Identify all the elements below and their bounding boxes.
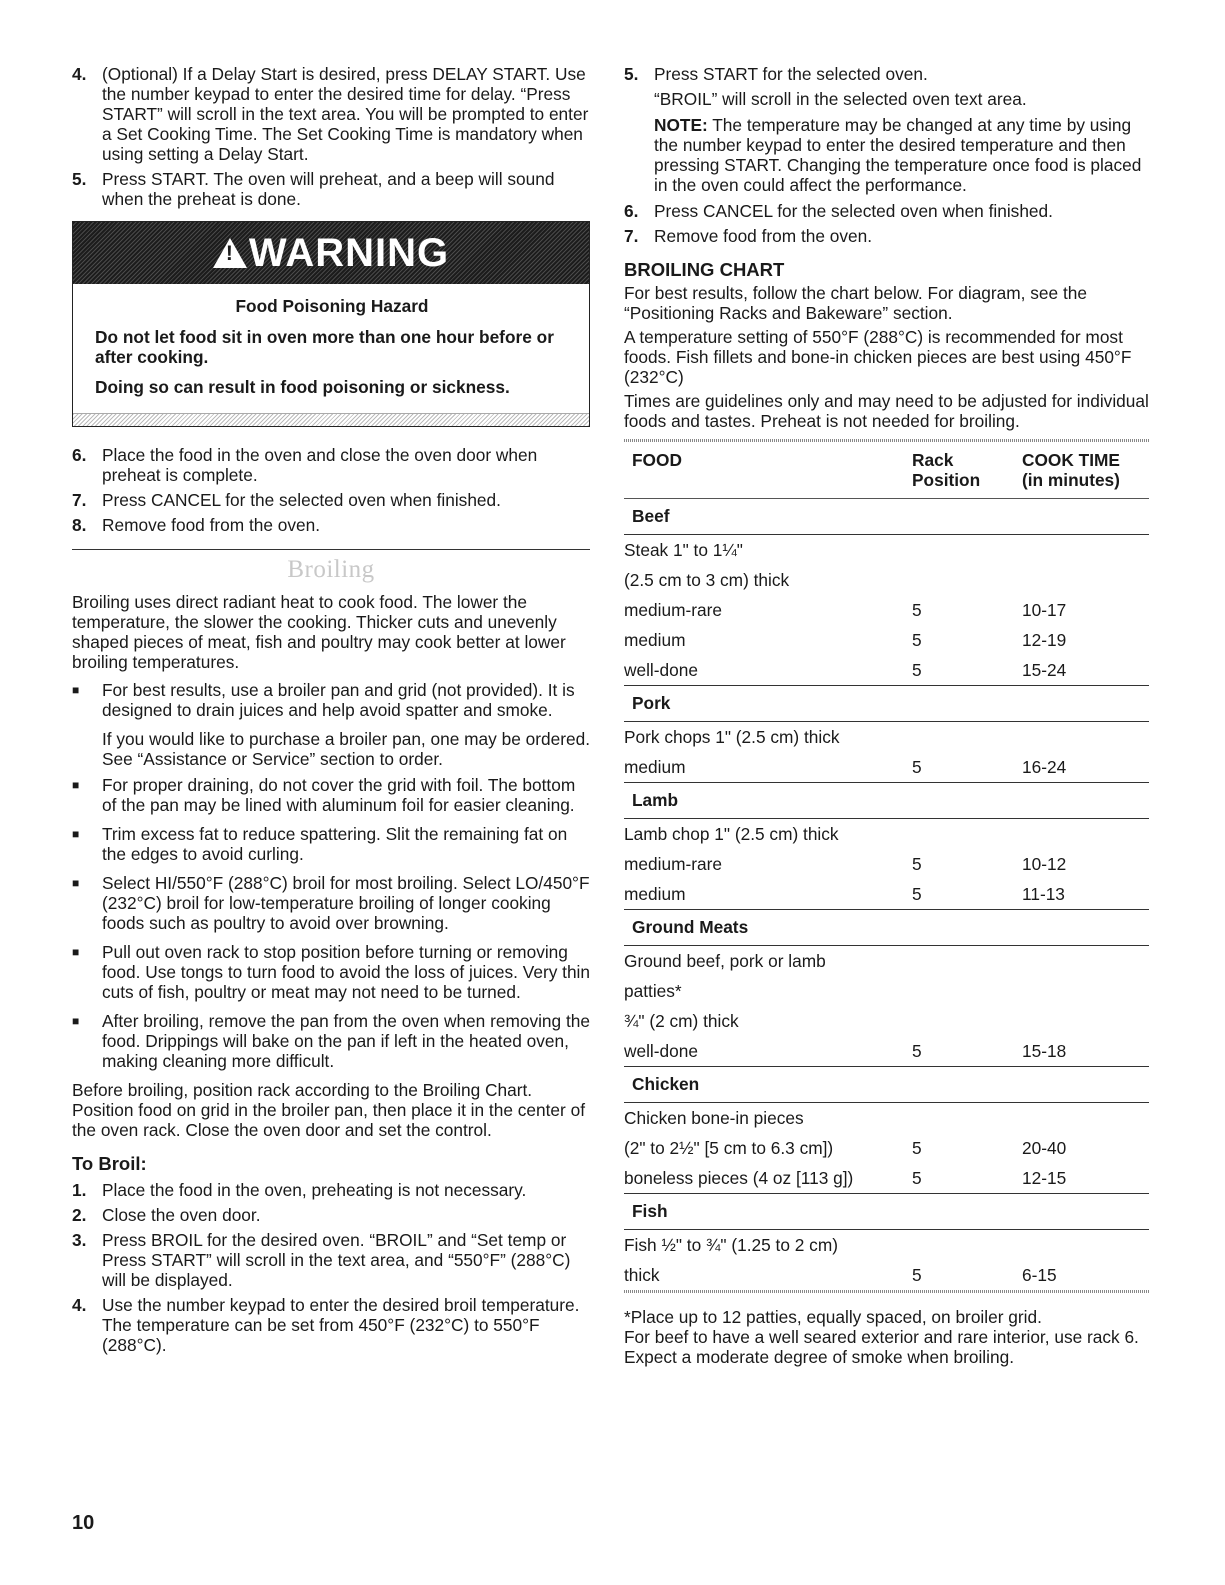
- cook-time-cell: [1022, 946, 1149, 977]
- cook-time-cell: [1022, 976, 1149, 1006]
- food-cell: ¾" (2 cm) thick: [624, 1011, 739, 1031]
- table-row: [624, 535, 1149, 566]
- table-row: [624, 655, 1149, 686]
- bullet-item: [72, 942, 590, 1002]
- food-cell: boneless pieces (4 oz [113 g]): [624, 1168, 854, 1188]
- step-text: Press CANCEL for the selected oven when finished.: [654, 201, 1053, 221]
- rack-cell: 5: [912, 1168, 922, 1188]
- rack-cell: [912, 976, 1022, 1006]
- step-text: Place the food in the oven and close the oven door when preheat is complete.: [102, 445, 538, 485]
- food-cell: medium: [624, 630, 686, 650]
- broiling-chart-title: BROILING CHART: [624, 259, 785, 280]
- header-rack: Rack Position: [912, 450, 981, 490]
- to-broil-steps: [72, 1180, 590, 1355]
- bullet-item: [72, 824, 590, 864]
- food-cell: Chicken bone-in pieces: [624, 1108, 804, 1128]
- table-category-row: [624, 1067, 1149, 1103]
- category-label: Lamb: [624, 783, 1149, 819]
- food-cell: medium: [624, 757, 686, 777]
- bullet-item: [72, 1011, 590, 1071]
- rack-cell: 5: [912, 757, 922, 777]
- page-number: 10: [72, 1512, 95, 1534]
- note-paragraph: [624, 115, 1149, 195]
- table-row: [624, 1260, 1149, 1290]
- cook-time-cell: [1022, 722, 1149, 753]
- table-row: [624, 1230, 1149, 1261]
- step-item: [72, 1205, 590, 1225]
- cook-time-cell: 10-17: [1022, 600, 1067, 620]
- warning-hazard: Food Poisoning Hazard: [235, 296, 429, 316]
- step-number: 7.: [72, 490, 87, 510]
- rack-cell: 5: [912, 630, 922, 650]
- rack-cell: 5: [912, 1138, 922, 1158]
- food-cell: Pork chops 1" (2.5 cm) thick: [624, 727, 840, 747]
- table-row: [624, 752, 1149, 783]
- table-category-row: [624, 686, 1149, 722]
- cook-time-cell: [1022, 1230, 1149, 1261]
- step-text: Close the oven door.: [102, 1205, 261, 1225]
- steps-list-right: [624, 201, 1149, 246]
- cook-time-cell: [1022, 819, 1149, 850]
- table-row: [624, 1006, 1149, 1036]
- bullet-icon: ■: [72, 876, 80, 890]
- table-row: [624, 565, 1149, 595]
- header-food: FOOD: [632, 450, 682, 470]
- rack-cell: [912, 1006, 1022, 1036]
- table-row: [624, 819, 1149, 850]
- food-cell: thick: [624, 1265, 660, 1285]
- rack-cell: 5: [912, 600, 922, 620]
- food-cell: patties*: [624, 981, 682, 1001]
- warning-footer-band: [73, 413, 589, 426]
- step-number: 1.: [72, 1180, 87, 1200]
- table-row: [624, 1103, 1149, 1134]
- rack-cell: 5: [912, 884, 922, 904]
- warning-title: WARNING: [248, 231, 450, 275]
- step-item: [72, 1295, 590, 1355]
- table-row: [624, 625, 1149, 655]
- bullet-icon: ■: [72, 945, 80, 959]
- warning-header: [73, 222, 589, 284]
- table-row: [624, 849, 1149, 879]
- bullet-text: Select HI/550°F (288°C) broil for most broiling. Select LO/450°F (232°C) broil for low-temperature broiling of longer cooking foods such as poultry to avoid over browning.: [102, 873, 590, 933]
- cook-time-cell: 16-24: [1022, 757, 1067, 777]
- rack-cell: 5: [912, 1041, 922, 1061]
- note-text: The temperature may be changed at any time by using the number keypad to enter the desired temperature and then pressing START. Changing the temperature once food is placed in the oven could affect the performance.: [654, 115, 1142, 195]
- rack-cell: [912, 1103, 1022, 1134]
- bullet-icon: ■: [72, 778, 80, 792]
- cook-time-cell: 12-19: [1022, 630, 1067, 650]
- cook-time-cell: [1022, 535, 1149, 566]
- step-number: 3.: [72, 1230, 87, 1250]
- step-text: Use the number keypad to enter the desired broil temperature. The temperature can be set from 450°F (232°C) to 550°F (288°C).: [102, 1295, 580, 1355]
- steps-list-b: [72, 445, 590, 535]
- cook-time-cell: 12-15: [1022, 1168, 1067, 1188]
- rack-cell: 5: [912, 1265, 922, 1285]
- bullet-subtext: If you would like to purchase a broiler pan, one may be ordered. See “Assistance or Service” section to order.: [102, 729, 591, 769]
- broiling-intro: Broiling uses direct radiant heat to cook food. The lower the temperature, the slower the cooking. Thicker cuts and unevenly shaped pieces of meat, fish and poultry may cook better at lower broiling temperatures.: [72, 592, 566, 672]
- table-bottom-border: [624, 1290, 1149, 1293]
- cook-time-cell: 20-40: [1022, 1138, 1067, 1158]
- left-column: [72, 64, 590, 1360]
- header-cook-time: COOK TIME (in minutes): [1022, 450, 1120, 490]
- step-item: [72, 1180, 590, 1200]
- before-broiling-text: Before broiling, position rack according to the Broiling Chart. Position food on grid in the broiler pan, then place it in the center of the oven rack. Close the oven door and set the control.: [72, 1080, 586, 1140]
- section-divider: [72, 549, 590, 550]
- footnote: *Place up to 12 patties, equally spaced, on broiler grid.: [624, 1307, 1042, 1327]
- step-number: 5.: [72, 169, 87, 189]
- table-category-row: [624, 1194, 1149, 1230]
- category-label: Beef: [624, 499, 1149, 535]
- food-cell: medium: [624, 884, 686, 904]
- category-label: Ground Meats: [624, 910, 1149, 946]
- rack-cell: [912, 535, 1022, 566]
- cook-time-cell: [1022, 565, 1149, 595]
- table-category-row: [624, 783, 1149, 819]
- bullet-text: After broiling, remove the pan from the oven when removing the food. Drippings will bake on the pan if left in the heated oven, making cleaning more difficult.: [102, 1011, 590, 1071]
- table-row: [624, 722, 1149, 753]
- step-text: Press CANCEL for the selected oven when finished.: [102, 490, 501, 510]
- food-cell: Lamb chop 1" (2.5 cm) thick: [624, 824, 839, 844]
- chart-footnotes: [624, 1307, 1149, 1367]
- table-row: [624, 595, 1149, 625]
- step-text: Remove food from the oven.: [654, 226, 873, 246]
- table-row: [624, 1036, 1149, 1067]
- rack-cell: [912, 565, 1022, 595]
- table-row: [624, 1133, 1149, 1163]
- chart-intro-2: A temperature setting of 550°F (288°C) is recommended for most foods. Fish fillets and bone-in chicken pieces are best using 450°F (232°C): [624, 327, 1132, 387]
- cook-time-cell: 6-15: [1022, 1265, 1057, 1285]
- step-text: Press BROIL for the desired oven. “BROIL” and “Set temp or Press START” will scroll in the text area, and “550°F” (288°C) will be displayed.: [102, 1230, 571, 1290]
- step-item: [72, 169, 590, 209]
- step-number: 7.: [624, 226, 639, 246]
- food-cell: Steak 1" to 1¼": [624, 540, 743, 560]
- bullet-text: Trim excess fat to reduce spattering. Slit the remaining fat on the edges to avoid curling.: [102, 824, 568, 864]
- food-cell: medium-rare: [624, 600, 722, 620]
- rack-cell: [912, 819, 1022, 850]
- chart-intro-1: For best results, follow the chart below. For diagram, see the “Positioning Racks and Bakeware” section.: [624, 283, 1087, 323]
- step-item: [72, 490, 590, 510]
- cook-time-cell: 11-13: [1022, 884, 1065, 904]
- warning-line-1: Do not let food sit in oven more than one hour before or after cooking.: [95, 327, 554, 367]
- note-label: NOTE:: [654, 115, 708, 135]
- cook-time-cell: [1022, 1103, 1149, 1134]
- bullet-item: [72, 775, 590, 815]
- broiling-chart-table: [624, 442, 1149, 1290]
- bullet-text: For proper draining, do not cover the grid with foil. The bottom of the pan may be lined with aluminum foil for easier cleaning.: [102, 775, 576, 815]
- cook-time-cell: [1022, 1006, 1149, 1036]
- table-header-row: [624, 442, 1149, 499]
- food-cell: Ground beef, pork or lamb: [624, 951, 826, 971]
- bullet-item: [72, 680, 590, 720]
- bullet-icon: ■: [72, 1014, 80, 1028]
- food-cell: Fish ½" to ¾" (1.25 to 2 cm): [624, 1235, 838, 1255]
- food-cell: medium-rare: [624, 854, 722, 874]
- rack-cell: 5: [912, 660, 922, 680]
- rack-cell: [912, 946, 1022, 977]
- steps-list-a: [72, 64, 590, 209]
- table-row: [624, 946, 1149, 977]
- bullet-item: [72, 873, 590, 933]
- step-number: 8.: [72, 515, 87, 535]
- step-item: [624, 226, 1149, 246]
- table-row: [624, 976, 1149, 1006]
- step-item: [72, 445, 590, 485]
- step-number: 6.: [72, 445, 87, 465]
- category-label: Pork: [624, 686, 1149, 722]
- warning-triangle-icon: !: [213, 238, 247, 268]
- footnote: For beef to have a well seared exterior and rare interior, use rack 6. Expect a moderate degree of smoke when broiling.: [624, 1327, 1139, 1367]
- cook-time-cell: 15-24: [1022, 660, 1067, 680]
- table-row: [624, 879, 1149, 910]
- step-item: [72, 515, 590, 535]
- rack-cell: 5: [912, 854, 922, 874]
- cook-time-cell: 15-18: [1022, 1041, 1067, 1061]
- step-text: Press START. The oven will preheat, and a beep will sound when the preheat is done.: [102, 169, 555, 209]
- step-number: 4.: [72, 1295, 87, 1315]
- to-broil-heading: To Broil:: [72, 1153, 147, 1174]
- rack-cell: [912, 1230, 1022, 1261]
- table-category-row: [624, 910, 1149, 946]
- step-text: (Optional) If a Delay Start is desired, press DELAY START. Use the number keypad to enter the desired time for delay. “Press START” will scroll in the text area. You will be prompted to enter a Set Cooking Time. The Set Cooking Time is mandatory when using setting a Delay Start.: [102, 64, 589, 164]
- category-label: Fish: [624, 1194, 1149, 1230]
- food-cell: well-done: [624, 1041, 698, 1061]
- section-title: Broiling: [287, 556, 375, 583]
- category-label: Chicken: [624, 1067, 1149, 1103]
- warning-line-2: Doing so can result in food poisoning or sickness.: [95, 377, 510, 397]
- rack-cell: [912, 722, 1022, 753]
- step-text: Place the food in the oven, preheating is not necessary.: [102, 1180, 527, 1200]
- step-item: [72, 64, 590, 164]
- bullet-text: Pull out oven rack to stop position before turning or removing food. Use tongs to turn food to avoid the loss of juices. Very thin cuts of fish, poultry or meat may not need to be turned.: [102, 942, 591, 1002]
- broiling-tips-list: [72, 680, 590, 1071]
- step-item: [72, 1230, 590, 1290]
- step-item: [624, 201, 1149, 221]
- step-item: 5. Press START for the selected oven.: [624, 64, 928, 84]
- step-number: 4.: [72, 64, 87, 84]
- warning-box: [72, 221, 590, 427]
- food-cell: (2.5 cm to 3 cm) thick: [624, 570, 790, 590]
- food-cell: well-done: [624, 660, 698, 680]
- food-cell: (2" to 2½" [5 cm to 6.3 cm]): [624, 1138, 834, 1158]
- step-text: Remove food from the oven.: [102, 515, 321, 535]
- cook-time-cell: 10-12: [1022, 854, 1067, 874]
- bullet-icon: ■: [72, 827, 80, 841]
- chart-intro-3: Times are guidelines only and may need to be adjusted for individual foods and tastes. Preheat is not needed for broiling.: [624, 391, 1149, 431]
- bullet-text: For best results, use a broiler pan and grid (not provided). It is designed to drain juices and help avoid spatter and smoke.: [102, 680, 575, 720]
- table-row: [624, 1163, 1149, 1194]
- step-5-sub: “BROIL” will scroll in the selected oven text area.: [654, 89, 1027, 109]
- step-number: 6.: [624, 201, 639, 221]
- bullet-icon: ■: [72, 683, 80, 697]
- table-category-row: [624, 499, 1149, 535]
- step-number: 2.: [72, 1205, 87, 1225]
- right-column: [624, 64, 1149, 1367]
